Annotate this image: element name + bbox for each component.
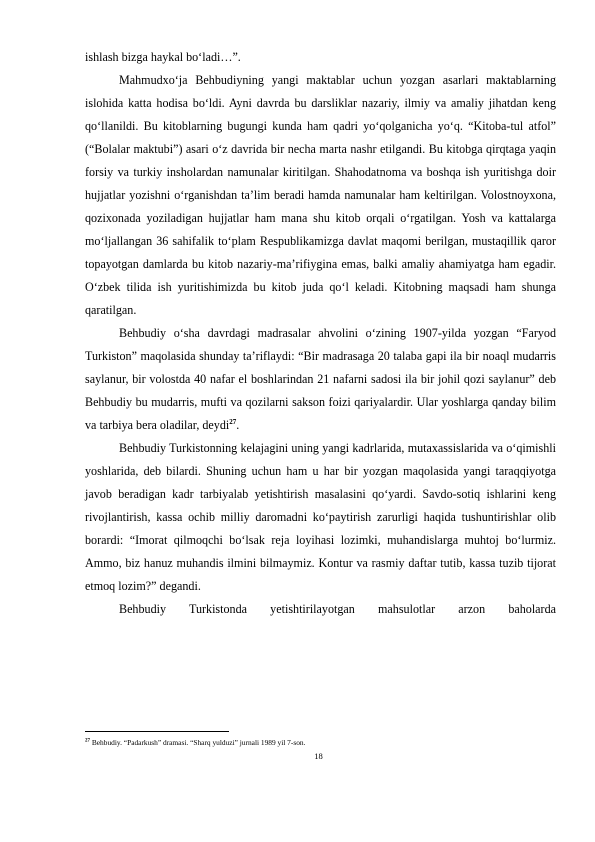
paragraph-continuation: ishlash bizga haykal bo‘ladi…”. xyxy=(85,50,241,64)
paragraph-4-text: Behbudiy Turkistonda yetishtirilayotgan mahsulotlar arzon baholarda xyxy=(119,602,556,616)
footnote xyxy=(85,738,565,748)
page-number: 18 xyxy=(314,751,323,761)
paragraph-2-end: . xyxy=(236,418,240,432)
footnote-reference: 27 xyxy=(229,417,237,426)
footnote-text: Behbudiy. “Padarkush” dramasi. “Sharq yulduzi” jurnali 1989 yil 7-son. xyxy=(90,738,306,747)
document-body xyxy=(85,46,556,621)
footnote-divider xyxy=(85,731,229,732)
paragraph-1: Mahmudxo‘ja Behbudiyning yangi maktablar uchun yozgan asarlari maktablarning islohida katta hodisa bo‘ldi. Ayni davrda bu darsliklar nazariy, ilmiy va amaliy jihatdan keng qo‘llanildi. Bu kitoblarning bugungi kunda ham qadri yo‘qolganicha yo‘q. “Kitoba-tul atfol” (“Bolalar maktubi”) asari o‘z davrida bir necha marta nashr etilgandi. Bu kitobga qirqtaga yaqin forsiy va turkiy insholardan namunalar kiritilgan. Shahodatnoma va boshqa ish yuritishga doir hujjatlar yozishni o‘rganishdan ta’lim beradi hamda namunalar ham keltirilgan. Volostnoyxona, qozixonada yoziladigan hujjatlar ham mana shu kitob orqali o‘rgatilgan. Yosh va kattalarga mo‘ljallangan 36 sahifalik to‘plam Respublikamizga davlat maqomi berilgan, mustaqillik qaror topayotgan damlarda bu kitob nazariy-ma’rifiygina emas, balki amaliy ahamiyatga ham egadir. O‘zbek tilida ish yuritishimizda bu kitob juda qo‘l keladi. Kitobning maqsadi ham shunga qaratilgan. xyxy=(85,73,556,317)
paragraph-2-text: Behbudiy o‘sha davrdagi madrasalar ahvolini o‘zining 1907-yilda yozgan “Faryod Turkiston” maqolasida shunday ta’riflaydi: “Bir madrasaga 20 talaba gapi ila bir noaql mudarris saylanur, bir volostda 40 nafar el boshlarindan 21 nafarni sadosi ila bir johil qozi saylanur” deb Behbudiy bu mudarris, mufti va qozilarni sakson foizi qariyalardir. Ular yoshlarga qanday bilim va tarbiya bera oladilar, deydi xyxy=(85,326,556,432)
paragraph-4 xyxy=(85,598,556,621)
footnote-number: 27 xyxy=(85,738,90,744)
paragraph-3: Behbudiy Turkistonning kelajagini uning yangi kadrlarida, mutaxassislarida va o‘qimishli yoshlarida, deb bilardi. Shuning uchun ham u har bir yozgan maqolasida yangi taraqqiyotga javob beradigan kadr tarbiyalab yetishtirish masalasini qo‘yardi. Savdo-sotiq ishlarini keng rivojlantirish, kassa ochib milliy daromadni ko‘paytirish zarurligi haqida tushuntirishlar olib borardi: “Imorat qilmoqchi bo‘lsak reja loyihasi lozimki, muhandislarga muhtoj bo‘lurmiz. Ammo, biz hanuz muhandis ilmini bilmaymiz. Kontur va rasmiy daftar tutib, kassa tuzib tijorat etmoq lozim?” degandi. xyxy=(85,441,556,593)
paragraph-2 xyxy=(85,322,556,437)
